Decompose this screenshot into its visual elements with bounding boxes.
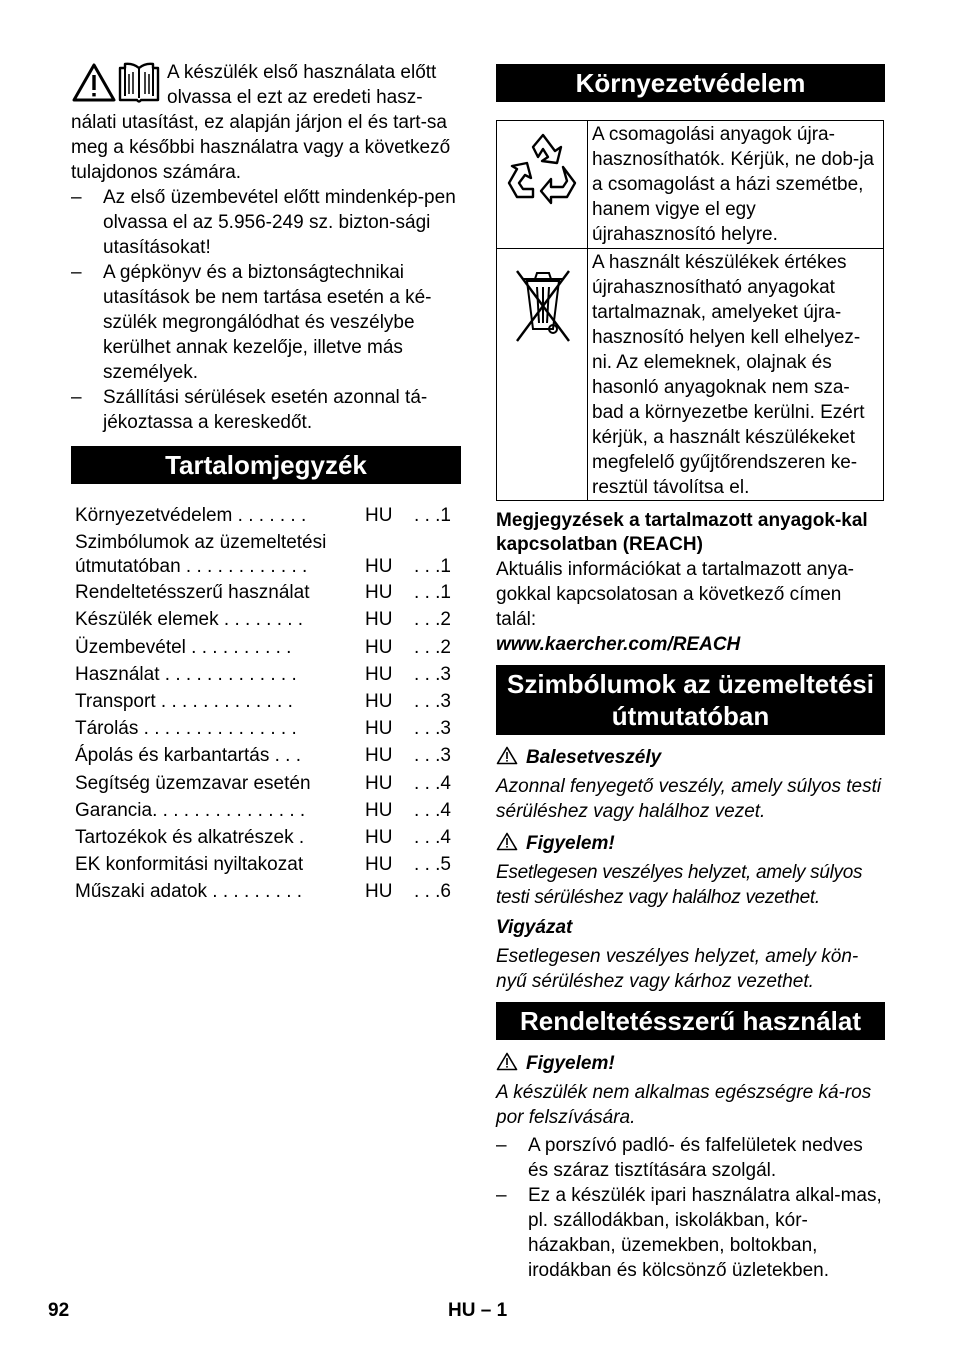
use-bullet-list	[496, 1133, 885, 1283]
warning-text: Esetlegesen veszélyes helyzet, amely súlyos testi sérüléshez vagy halálhoz vezethet.	[496, 862, 863, 908]
warning-label: Figyelem!	[496, 831, 885, 856]
table-of-contents	[71, 502, 461, 906]
list-item: – A porszívó padló- és falfelületek nedves és száraz tisztítására szolgál.	[496, 1133, 885, 1183]
toc-row[interactable]: Tartozékok és alkatrészek . HU . . .4	[75, 827, 451, 849]
env-table	[496, 120, 884, 501]
caution-text: Esetlegesen veszélyes helyzet, amely kön-nyű sérüléshez vagy kárhoz vezethet.	[496, 946, 859, 992]
crossed-bin-icon	[497, 249, 587, 349]
intro-bullet-list	[71, 185, 461, 435]
danger-label: Balesetveszély	[496, 745, 885, 770]
page-number: 92	[48, 1300, 70, 1321]
list-item: – Szállítási sérülések esetén azonnal tá-jékoztassa a kereskedőt.	[71, 385, 461, 435]
toc-row[interactable]: EK konformitási nyiltakozat HU . . .5	[75, 854, 451, 876]
use-heading: Rendeltetésszerű használat	[496, 1002, 885, 1040]
use-warning-label: Figyelem!	[496, 1051, 885, 1076]
toc-row[interactable]: Szimbólumok az üzemeltetési útmutatóban . . . . . . . . . . . . HU . . .1	[75, 532, 451, 578]
intro-section	[71, 60, 461, 435]
reach-text: Aktuális információkat a tartalmazott anya-gokkal kapcsolatosan a következő címen talál:	[496, 559, 854, 630]
warning-triangle-icon	[496, 746, 518, 765]
toc-row[interactable]: Garancia. . . . . . . . . . . . . . . HU . . .4	[75, 799, 451, 821]
table-row	[497, 121, 884, 249]
toc-row[interactable]: Műszaki adatok . . . . . . . . . HU . . .6	[75, 881, 451, 903]
toc-row[interactable]: Készülék elemek . . . . . . . . HU . . .2	[75, 609, 451, 631]
env-icon-cell	[497, 121, 588, 249]
list-item: – A gépkönyv és a biztonságtechnikai utasítások be nem tartása esetén a ké-szülék megrongálódhat és veszélybe kerülhet annak kezelője, illetve más személyek.	[71, 260, 461, 385]
manual-book-icon	[117, 60, 161, 106]
toc-row[interactable]: Üzembevétel . . . . . . . . . . HU . . .2	[75, 636, 451, 658]
use-warning-text: A készülék nem alkalmas egészségre ká-ros por felszívására.	[496, 1082, 872, 1128]
intro-text: A készülék első használata előtt olvassa el ezt az eredeti hasz-nálati utasítást, ez alapján járjon el és tart-sa meg a későbbi használatra vagy a következő tulajdonos számára.	[71, 62, 451, 183]
env-text-cell: A használt készülékek értékes újrahasznosítható anyagokat tartalmaznak, amelyeket újra-hasznosító helyen kell elhelyez-ni. Az elemeknek, olajnak és hasonló anyagoknak nem sza-bad a környezetbe kerülni. Ezért kérjük, a használt készülékeket megfelelő gyűjtőrendszeren ke-resztül távolítsa el.	[588, 249, 884, 501]
warning-triangle-icon	[496, 1052, 518, 1071]
right-column	[496, 64, 885, 1283]
symbols-heading: Szimbólumok az üzemeltetési útmutatóban	[496, 665, 885, 735]
warning-triangle-icon	[496, 832, 518, 851]
reach-title: Megjegyzések a tartalmazott anyagok-kal kapcsolatban (REACH)	[496, 510, 868, 555]
toc-row[interactable]: Környezetvédelem . . . . . . . HU . . .1	[75, 505, 451, 526]
toc-row[interactable]: Használat . . . . . . . . . . . . . HU . . .3	[75, 663, 451, 685]
recycle-icon	[497, 121, 587, 241]
toc-row[interactable]: Transport . . . . . . . . . . . . . HU . . .3	[75, 691, 451, 713]
list-item: – Az első üzembevétel előtt mindenkép-pen olvassa el az 5.956-249 sz. bizton-sági utasításokat!	[71, 185, 461, 260]
toc-row[interactable]: Ápolás és karbantartás . . . HU . . .3	[75, 745, 451, 767]
intro-icons	[71, 60, 161, 106]
toc-row[interactable]: Segítség üzemzavar esetén HU . . .4	[75, 772, 451, 794]
page-label: HU – 1	[448, 1300, 508, 1321]
danger-text: Azonnal fenyegető veszély, amely súlyos testi sérüléshez vagy halálhoz vezet.	[496, 776, 882, 822]
toc-row[interactable]: Rendeltetésszerű használat HU . . .1	[75, 582, 451, 604]
toc-row[interactable]: Tárolás . . . . . . . . . . . . . . . HU . . .3	[75, 718, 451, 740]
reach-url-link[interactable]: www.kaercher.com/REACH	[496, 634, 741, 655]
env-text-cell: A csomagolási anyagok újra-hasznosíthatók. Kérjük, ne dob-ja a csomagolást a házi szemétbe, hanem vigye el egy újrahasznosító helyre.	[588, 121, 884, 249]
env-heading: Környezetvédelem	[496, 64, 885, 102]
list-item: – Ez a készülék ipari használatra alkal-mas, pl. szállodákban, iskolákban, kór-házakban, üzemekben, boltokban, irodákban és kölcsönző üzletekben.	[496, 1183, 885, 1283]
caution-label: Vigyázat	[496, 917, 573, 938]
toc-heading: Tartalomjegyzék	[71, 446, 461, 484]
table-row	[497, 249, 884, 501]
env-icon-cell	[497, 249, 588, 501]
